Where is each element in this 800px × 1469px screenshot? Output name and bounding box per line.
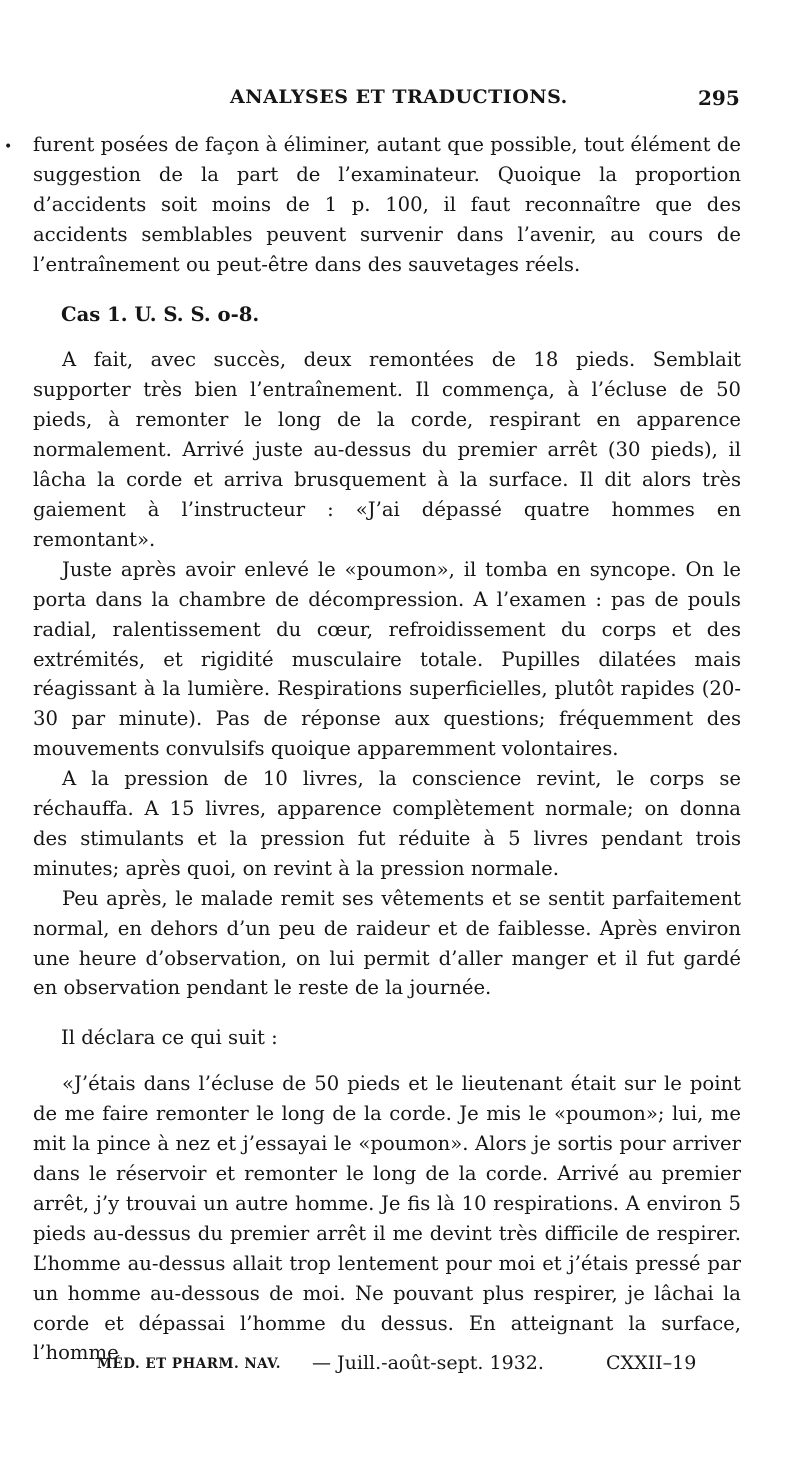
paragraph: A la pression de 10 livres, la conscience revint, le corps se réchauffa. A 15 livres, apparence complètement normale; on donna des stimulants et la pression fut réduite à 5 livres pendant trois minutes; après quoi, on revint à la pression normale. bbox=[33, 767, 741, 880]
page-number: 295 bbox=[698, 86, 740, 110]
margin-mark: • bbox=[4, 139, 13, 155]
paragraph: Juste après avoir enlevé le «poumon», il tomba en syncope. On le porta dans la chambre de décompression. A l’examen : pas de pouls radial, ralentissement du cœur, refroidissement du corps et des extrémités, et rigidité musculaire totale. Pupilles dilatées mais réagissant à la lumière. Respirations superficielles, plutôt rapides (20-30 par minute). Pas de réponse aux questions; fréquemment des mouvements convulsifs quoique apparemment volontaires. bbox=[33, 557, 741, 761]
running-footer bbox=[0, 1352, 800, 1382]
case-heading: Cas 1. U. S. S. o-8. bbox=[61, 302, 260, 326]
statement-intro: Il déclara ce qui suit : bbox=[61, 1026, 278, 1050]
running-header bbox=[0, 86, 800, 116]
paragraph: Peu après, le malade remit ses vêtements et se sentit parfaitement normal, en dehors d’un peu de raideur et de faiblesse. Après environ une heure d’observation, on lui permit d’aller manger et il fut gardé en observation pendant le reste de la journée. bbox=[33, 886, 741, 1000]
header-title: ANALYSES ET TRADUCTIONS. bbox=[230, 86, 568, 108]
footer-date: — Juill.-août-sept. 1932. bbox=[312, 1352, 544, 1374]
quoted-statement: «J’étais dans l’écluse de 50 pieds et le lieutenant était sur le point de me faire remonter le long de la corde. Je mis le «poumon»; lui, me mit la pince à nez et j’essayai le «poumon». Alors je sortis pour arriver dans le réservoir et remonter le long de la corde. Arrivé au premier arrêt, j’y trouvai un autre homme. Je fis là 10 respirations. A environ 5 pieds au-dessus du premier arrêt il me devint très difficile de respirer. L’homme au-dessus allait trop lentement pour moi et j’étais pressé par un homme au-dessous de moi. Ne pouvant plus respirer, je lâchai la corde et dépassai l’homme du dessus. En atteignant la surface, l’homme bbox=[33, 1072, 741, 1365]
paragraph-continued: furent posées de façon à éliminer, autant que possible, tout élément de suggestion de la part de l’examinateur. Quoique la proportion d’accidents soit moins de 1 p. 100, il faut reconnaître que des accidents semblables peuvent survenir dans l’avenir, au cours de l’entraînement ou peut-être dans des sauvetages réels. bbox=[33, 133, 741, 276]
footer-volume: CXXII–19 bbox=[606, 1352, 697, 1374]
article-body bbox=[33, 130, 741, 1368]
footer-journal: MÉD. ET PHARM. NAV. bbox=[97, 1356, 281, 1372]
paragraph: A fait, avec succès, deux remontées de 18 pieds. Semblait supporter très bien l’entraînement. Il commença, à l’écluse de 50 pieds, à remonter le long de la corde, respirant en apparence normalement. Arrivé juste au-dessus du premier arrêt (30 pieds), il lâcha la corde et arriva brusquement à la surface. Il dit alors très gaiement à l’instructeur : «J’ai dépassé quatre hommes en remontant». bbox=[33, 348, 741, 551]
